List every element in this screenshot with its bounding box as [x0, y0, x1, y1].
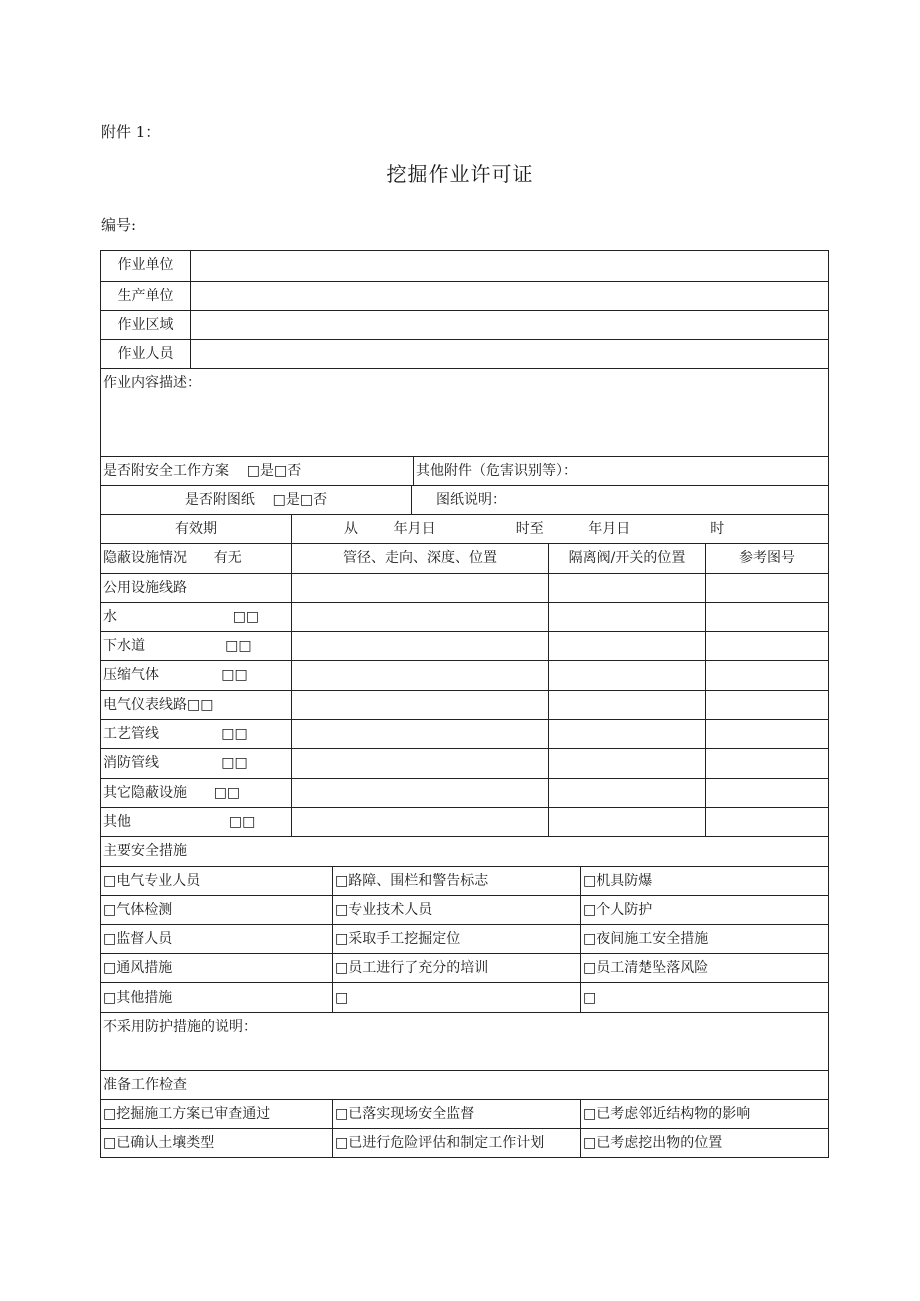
hidden-facilities-header	[101, 543, 828, 573]
hidden-facility-valve-field[interactable]	[548, 691, 705, 719]
no-protection-label: 不采用防护措施的说明：	[103, 1019, 257, 1035]
hidden-facility-label: 公用设施线路	[103, 580, 187, 596]
hidden-facility-row	[101, 573, 828, 602]
safety-measure-checkbox[interactable]: □员工清楚坠落风险	[580, 954, 828, 982]
hidden-facility-valve-field[interactable]	[548, 661, 705, 690]
row-workers	[101, 339, 828, 368]
safety-measures-row	[101, 895, 828, 924]
hidden-facility-valve-field[interactable]	[548, 779, 705, 807]
row-work-unit	[101, 251, 828, 281]
hidden-facility-detail-field[interactable]	[291, 749, 548, 778]
hidden-facilities-col-valve: 隔离阀/开关的位置	[548, 544, 705, 573]
hidden-facility-row	[101, 778, 828, 807]
safety-plan-checkbox-group[interactable]: 是否附安全工作方案 □是□否	[103, 463, 302, 479]
hidden-facility-valve-field[interactable]	[548, 749, 705, 778]
row-validity	[101, 514, 828, 543]
row-description	[101, 368, 828, 456]
hidden-facilities-col-detail: 管径、走向、深度、位置	[291, 544, 548, 573]
hidden-facility-label[interactable]: 其它隐蔽设施 □□	[103, 785, 241, 801]
hidden-facility-detail-field[interactable]	[291, 603, 548, 631]
hidden-facility-detail-field[interactable]	[291, 632, 548, 660]
validity-label: 有效期	[175, 521, 217, 537]
hidden-facility-label[interactable]: 下水道 □□	[103, 638, 252, 654]
hidden-facility-row	[101, 719, 828, 748]
preparation-row	[101, 1099, 828, 1128]
safety-measure-checkbox[interactable]: □气体检测	[103, 902, 173, 918]
hidden-facility-drawing-field[interactable]	[705, 632, 828, 660]
hidden-facility-row	[101, 602, 828, 631]
hidden-facility-detail-field[interactable]	[291, 661, 548, 690]
safety-measures-row	[101, 982, 828, 1012]
hidden-facility-label[interactable]: 电气仪表线路□□	[103, 697, 214, 713]
hidden-facility-label[interactable]: 工艺管线 □□	[103, 726, 248, 742]
row-work-area	[101, 310, 828, 339]
safety-measure-checkbox[interactable]: □	[580, 983, 828, 1012]
safety-measures-title-row	[101, 836, 828, 866]
hidden-facility-valve-field[interactable]	[548, 603, 705, 631]
safety-measure-checkbox[interactable]: □	[332, 983, 580, 1012]
hidden-facility-label[interactable]: 其他 □□	[103, 814, 256, 830]
preparation-row	[101, 1128, 828, 1157]
safety-measures-row	[101, 924, 828, 953]
work-unit-field[interactable]	[190, 251, 828, 281]
hidden-facility-drawing-field[interactable]	[705, 691, 828, 719]
hidden-facility-detail-field[interactable]	[291, 808, 548, 836]
safety-measure-checkbox[interactable]: □监督人员	[103, 931, 173, 947]
hidden-facility-label[interactable]: 压缩气体 □□	[103, 667, 248, 683]
drawing-note-field[interactable]: 图纸说明：	[411, 486, 828, 514]
row-drawings	[101, 485, 828, 514]
excavation-permit-form	[100, 250, 829, 1158]
preparation-checkbox[interactable]: □已落实现场安全监督	[332, 1100, 580, 1128]
hidden-facility-row	[101, 807, 828, 836]
safety-measures-row	[101, 953, 828, 982]
other-attachments-field[interactable]: 其他附件（危害识别等）：	[413, 457, 828, 485]
hidden-facility-label[interactable]: 水 □□	[103, 609, 260, 625]
validity-range-field[interactable]: 从 年月日 时至 年月日 时	[291, 515, 828, 543]
safety-measure-checkbox[interactable]: □通风措施	[103, 960, 173, 976]
preparation-checkbox[interactable]: □已进行危险评估和制定工作计划	[332, 1129, 580, 1157]
hidden-facility-valve-field[interactable]	[548, 574, 705, 602]
hidden-facility-label[interactable]: 消防管线 □□	[103, 755, 248, 771]
safety-measure-checkbox[interactable]: □个人防护	[580, 896, 828, 924]
hidden-facility-drawing-field[interactable]	[705, 574, 828, 602]
description-label: 作业内容描述：	[103, 375, 201, 391]
row-production-unit	[101, 281, 828, 310]
hidden-facility-valve-field[interactable]	[548, 720, 705, 748]
hidden-facility-drawing-field[interactable]	[705, 808, 828, 836]
safety-measure-checkbox[interactable]: □采取手工挖掘定位	[332, 925, 580, 953]
hidden-facilities-col-type: 隐蔽设施情况 有无	[103, 550, 242, 566]
workers-field[interactable]	[190, 340, 828, 368]
safety-measures-row	[101, 866, 828, 895]
work-area-label: 作业区域	[117, 317, 174, 333]
hidden-facility-drawing-field[interactable]	[705, 720, 828, 748]
hidden-facility-row	[101, 690, 828, 719]
hidden-facility-row	[101, 631, 828, 660]
safety-measure-checkbox[interactable]: □员工进行了充分的培训	[332, 954, 580, 982]
hidden-facility-row	[101, 748, 828, 778]
attachment-label: 附件 1：	[101, 123, 161, 141]
workers-label: 作业人员	[117, 346, 174, 362]
preparation-checkbox[interactable]: □已确认土壤类型	[103, 1135, 215, 1151]
row-no-protection	[101, 1012, 828, 1070]
hidden-facility-detail-field[interactable]	[291, 691, 548, 719]
hidden-facility-drawing-field[interactable]	[705, 603, 828, 631]
safety-measures-title: 主要安全措施	[103, 843, 187, 859]
row-safety-plan	[101, 456, 828, 485]
safety-measure-checkbox[interactable]: □专业技术人员	[332, 896, 580, 924]
work-unit-label: 作业单位	[117, 257, 174, 273]
hidden-facility-drawing-field[interactable]	[705, 749, 828, 778]
form-title: 挖掘作业许可证	[386, 162, 534, 186]
description-field[interactable]	[101, 369, 828, 456]
hidden-facility-valve-field[interactable]	[548, 632, 705, 660]
production-unit-field[interactable]	[190, 282, 828, 310]
safety-measure-checkbox[interactable]: □路障、围栏和警告标志	[332, 867, 580, 895]
drawings-checkbox-group[interactable]: 是否附图纸 □是□否	[184, 492, 328, 508]
hidden-facility-row	[101, 660, 828, 690]
hidden-facility-drawing-field[interactable]	[705, 661, 828, 690]
safety-measure-checkbox[interactable]: □其他措施	[103, 990, 173, 1006]
hidden-facility-detail-field[interactable]	[291, 720, 548, 748]
hidden-facilities-col-drawing: 参考图号	[705, 544, 828, 573]
hidden-facility-detail-field[interactable]	[291, 779, 548, 807]
preparation-title: 准备工作检查	[103, 1077, 187, 1093]
safety-measure-checkbox[interactable]: □电气专业人员	[103, 873, 201, 889]
hidden-facility-drawing-field[interactable]	[705, 779, 828, 807]
preparation-title-row	[101, 1070, 828, 1099]
serial-number-label: 编号:	[101, 216, 137, 234]
preparation-checkbox[interactable]: □挖掘施工方案已审查通过	[103, 1106, 271, 1122]
preparation-checkbox[interactable]: □已考虑邻近结构物的影响	[580, 1100, 828, 1128]
safety-measure-checkbox[interactable]: □夜间施工安全措施	[580, 925, 828, 953]
hidden-facility-valve-field[interactable]	[548, 808, 705, 836]
preparation-checkbox[interactable]: □已考虑挖出物的位置	[580, 1129, 828, 1157]
work-area-field[interactable]	[190, 311, 828, 339]
production-unit-label: 生产单位	[117, 288, 174, 304]
hidden-facility-detail-field[interactable]	[291, 574, 548, 602]
no-protection-field[interactable]	[101, 1013, 828, 1070]
safety-measure-checkbox[interactable]: □机具防爆	[580, 867, 828, 895]
